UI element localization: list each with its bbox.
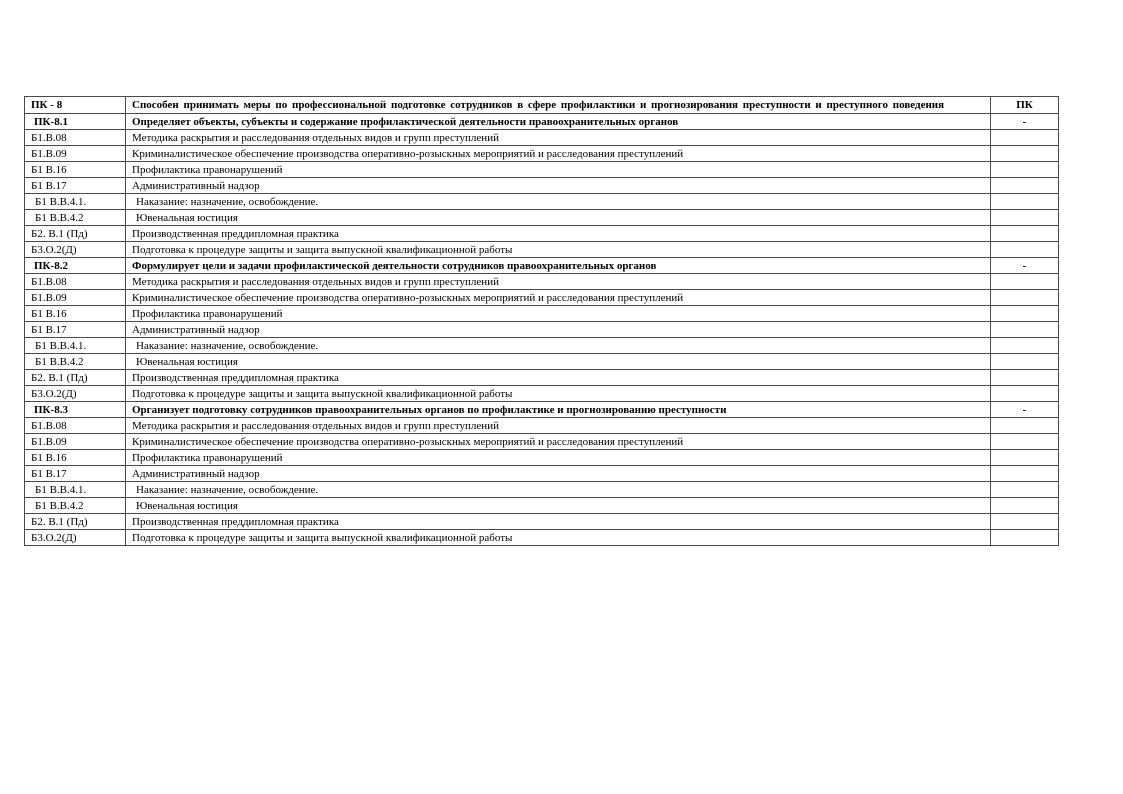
discipline-code: Б1.В.08	[25, 274, 126, 290]
discipline-name: Криминалистическое обеспечение производства оперативно-розыскных мероприятий и расследования преступлений	[126, 290, 991, 306]
discipline-mark	[991, 450, 1059, 466]
table-row	[25, 322, 1059, 338]
discipline-code: Б1 В.17	[25, 178, 126, 194]
discipline-name: Наказание: назначение, освобождение.	[126, 194, 991, 210]
discipline-code: Б1.В.09	[25, 434, 126, 450]
discipline-code: Б1 В.17	[25, 466, 126, 482]
discipline-code: Б2. В.1 (Пд)	[25, 226, 126, 242]
discipline-name: Наказание: назначение, освобождение.	[126, 338, 991, 354]
discipline-name: Ювенальная юстиция	[126, 210, 991, 226]
discipline-name: Методика раскрытия и расследования отдельных видов и групп преступлений	[126, 130, 991, 146]
discipline-code: Б1 В.В.4.2	[25, 498, 126, 514]
discipline-code: Б1 В.В.4.1.	[25, 482, 126, 498]
discipline-name: Ювенальная юстиция	[126, 498, 991, 514]
table-row	[25, 418, 1059, 434]
discipline-code: Б1 В.В.4.2	[25, 210, 126, 226]
discipline-code: Б3.О.2(Д)	[25, 530, 126, 546]
discipline-mark	[991, 498, 1059, 514]
discipline-code: Б1 В.В.4.1.	[25, 194, 126, 210]
table-row	[25, 338, 1059, 354]
discipline-code: Б1 В.16	[25, 306, 126, 322]
discipline-name: Профилактика правонарушений	[126, 306, 991, 322]
discipline-mark	[991, 370, 1059, 386]
discipline-code: Б3.О.2(Д)	[25, 386, 126, 402]
table-row	[25, 130, 1059, 146]
table-row	[25, 370, 1059, 386]
table-row	[25, 194, 1059, 210]
discipline-mark	[991, 322, 1059, 338]
competence-table	[24, 96, 1059, 546]
discipline-mark	[991, 434, 1059, 450]
indicator-row	[25, 258, 1059, 274]
discipline-code: Б3.О.2(Д)	[25, 242, 126, 258]
table-row	[25, 498, 1059, 514]
indicator-mark: -	[991, 114, 1059, 130]
discipline-mark	[991, 338, 1059, 354]
discipline-mark	[991, 514, 1059, 530]
discipline-mark	[991, 162, 1059, 178]
table-row	[25, 482, 1059, 498]
table-row	[25, 306, 1059, 322]
discipline-mark	[991, 178, 1059, 194]
competence-code: ПК - 8	[25, 97, 126, 114]
table-row	[25, 274, 1059, 290]
discipline-name: Административный надзор	[126, 466, 991, 482]
discipline-name: Подготовка к процедуре защиты и защита выпускной квалификационной работы	[126, 386, 991, 402]
indicator-code: ПК-8.3	[25, 402, 126, 418]
discipline-name: Методика раскрытия и расследования отдельных видов и групп преступлений	[126, 274, 991, 290]
discipline-mark	[991, 530, 1059, 546]
table-row	[25, 242, 1059, 258]
discipline-code: Б1.В.08	[25, 130, 126, 146]
table-row	[25, 514, 1059, 530]
discipline-name: Производственная преддипломная практика	[126, 226, 991, 242]
discipline-name: Подготовка к процедуре защиты и защита выпускной квалификационной работы	[126, 242, 991, 258]
discipline-code: Б1 В.17	[25, 322, 126, 338]
table-row	[25, 386, 1059, 402]
discipline-mark	[991, 482, 1059, 498]
discipline-mark	[991, 226, 1059, 242]
discipline-mark	[991, 242, 1059, 258]
indicator-mark: -	[991, 258, 1059, 274]
table-row	[25, 434, 1059, 450]
table-row	[25, 178, 1059, 194]
discipline-name: Профилактика правонарушений	[126, 450, 991, 466]
table-row	[25, 146, 1059, 162]
discipline-code: Б1.В.09	[25, 290, 126, 306]
discipline-name: Профилактика правонарушений	[126, 162, 991, 178]
discipline-mark	[991, 354, 1059, 370]
indicator-mark: -	[991, 402, 1059, 418]
discipline-code: Б1 В.В.4.2	[25, 354, 126, 370]
discipline-name: Административный надзор	[126, 322, 991, 338]
table-row	[25, 210, 1059, 226]
table-row	[25, 162, 1059, 178]
discipline-mark	[991, 290, 1059, 306]
discipline-mark	[991, 210, 1059, 226]
discipline-mark	[991, 130, 1059, 146]
table-row	[25, 354, 1059, 370]
discipline-mark	[991, 306, 1059, 322]
discipline-code: Б1 В.В.4.1.	[25, 338, 126, 354]
discipline-name: Производственная преддипломная практика	[126, 370, 991, 386]
discipline-name: Криминалистическое обеспечение производства оперативно-розыскных мероприятий и расследования преступлений	[126, 434, 991, 450]
indicator-row	[25, 114, 1059, 130]
discipline-code: Б1.В.08	[25, 418, 126, 434]
discipline-name: Административный надзор	[126, 178, 991, 194]
competence-mark: ПК	[991, 97, 1059, 114]
indicator-description: Формулирует цели и задачи профилактической деятельности сотрудников правоохранительных органов	[126, 258, 991, 274]
discipline-code: Б1 В.16	[25, 162, 126, 178]
discipline-code: Б2. В.1 (Пд)	[25, 514, 126, 530]
discipline-mark	[991, 418, 1059, 434]
discipline-code: Б1 В.16	[25, 450, 126, 466]
document-page	[24, 96, 1058, 546]
discipline-name: Наказание: назначение, освобождение.	[126, 482, 991, 498]
discipline-mark	[991, 386, 1059, 402]
discipline-name: Методика раскрытия и расследования отдельных видов и групп преступлений	[126, 418, 991, 434]
discipline-mark	[991, 274, 1059, 290]
table-row	[25, 226, 1059, 242]
discipline-mark	[991, 146, 1059, 162]
discipline-mark	[991, 466, 1059, 482]
discipline-name: Подготовка к процедуре защиты и защита выпускной квалификационной работы	[126, 530, 991, 546]
table-row	[25, 450, 1059, 466]
table-row	[25, 530, 1059, 546]
indicator-description: Организует подготовку сотрудников правоохранительных органов по профилактике и прогнозированию преступности	[126, 402, 991, 418]
indicator-description: Определяет объекты, субъекты и содержание профилактической деятельности правоохранительных органов	[126, 114, 991, 130]
competence-header-row	[25, 97, 1059, 114]
discipline-name: Ювенальная юстиция	[126, 354, 991, 370]
competence-description: Способен принимать меры по профессиональной подготовке сотрудников в сфере профилактики и прогнозирования преступности и преступного поведения	[126, 97, 991, 114]
discipline-name: Производственная преддипломная практика	[126, 514, 991, 530]
discipline-code: Б1.В.09	[25, 146, 126, 162]
indicator-row	[25, 402, 1059, 418]
indicator-code: ПК-8.2	[25, 258, 126, 274]
indicator-code: ПК-8.1	[25, 114, 126, 130]
table-row	[25, 466, 1059, 482]
discipline-mark	[991, 194, 1059, 210]
discipline-code: Б2. В.1 (Пд)	[25, 370, 126, 386]
table-row	[25, 290, 1059, 306]
discipline-name: Криминалистическое обеспечение производства оперативно-розыскных мероприятий и расследования преступлений	[126, 146, 991, 162]
